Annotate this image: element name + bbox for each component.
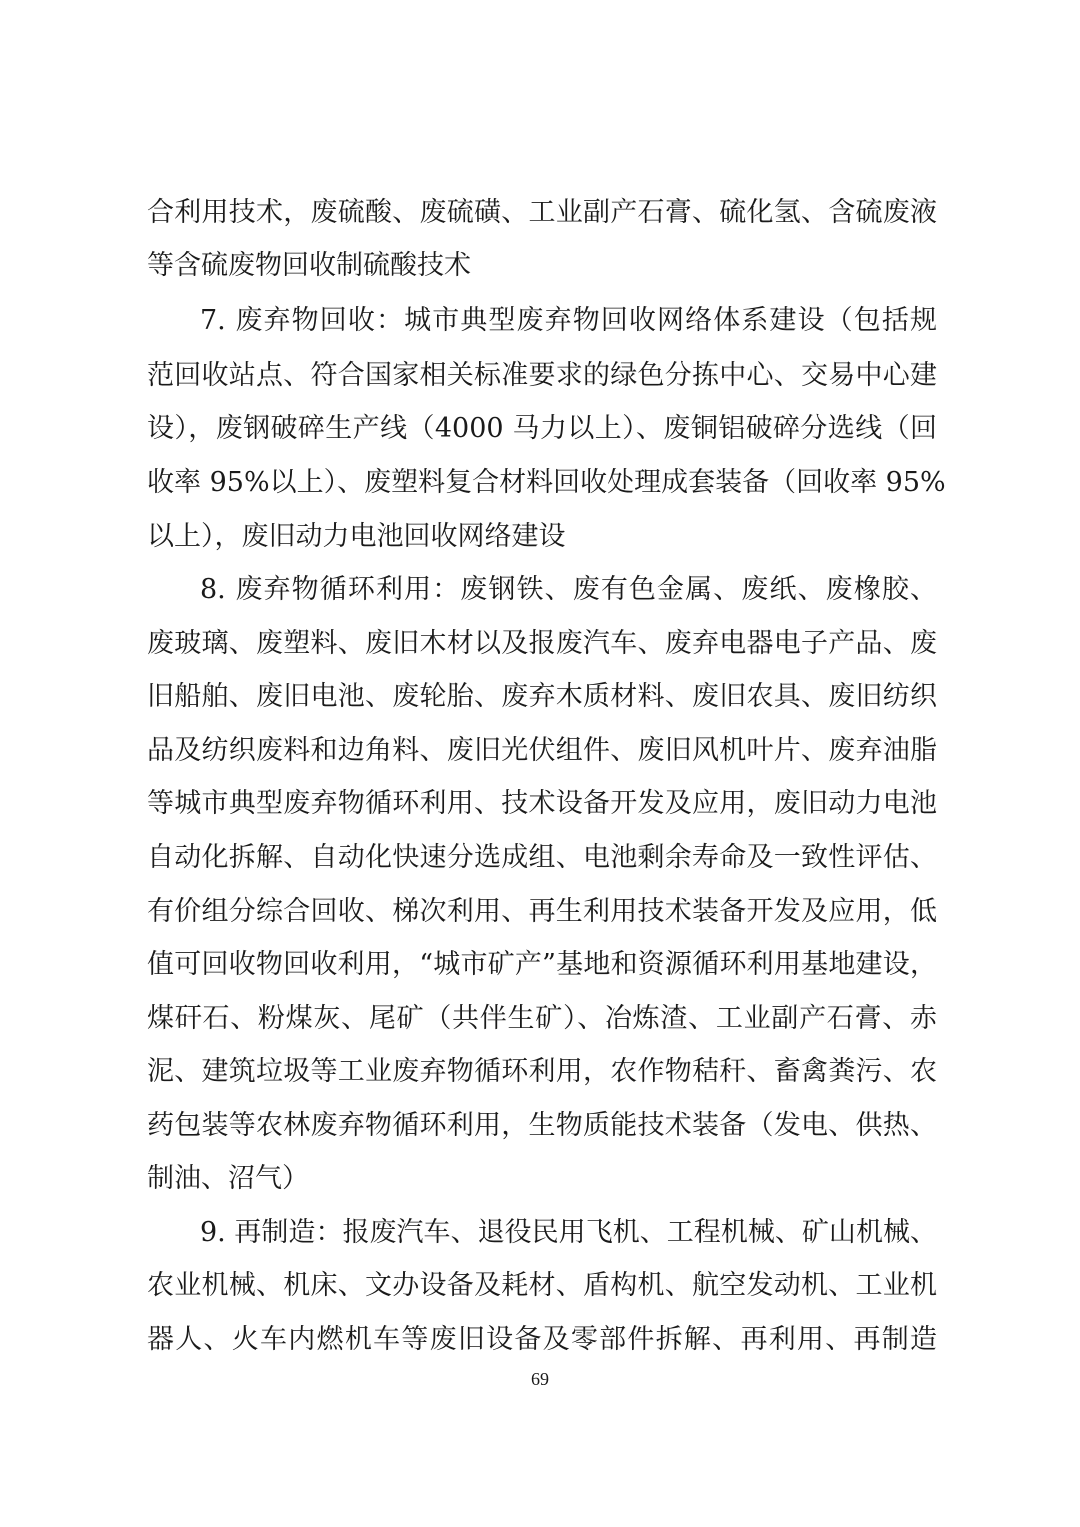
text-line: 值可回收物回收利用，“城市矿产”基地和资源循环利用基地建设， — [147, 949, 937, 980]
text-line: 自动化拆解、自动化快速分选成组、电池剩余寿命及一致性评估、 — [147, 842, 937, 873]
item-8-heading-line: 8. 废弃物循环利用：废钢铁、废有色金属、废纸、废橡胶、 — [200, 574, 937, 605]
item-7-heading-line: 7. 废弃物回收：城市典型废弃物回收网络体系建设（包括规 — [200, 305, 937, 336]
page-number: 69 — [531, 1369, 549, 1389]
text-line: 范回收站点、符合国家相关标准要求的绿色分拣中心、交易中心建 — [147, 360, 937, 391]
text-line: 泥、建筑垃圾等工业废弃物循环利用，农作物秸秆、畜禽粪污、农 — [147, 1056, 937, 1087]
text-line: 制油、沼气） — [147, 1163, 309, 1194]
text-line: 药包装等农林废弃物循环利用，生物质能技术装备（发电、供热、 — [147, 1110, 937, 1141]
text-line: 品及纺织废料和边角料、废旧光伏组件、废旧风机叶片、废弃油脂 — [147, 735, 937, 766]
text-line: 以上），废旧动力电池回收网络建设 — [147, 521, 566, 552]
text-line: 有价组分综合回收、梯次利用、再生利用技术装备开发及应用，低 — [147, 896, 937, 927]
text-line: 等含硫废物回收制硫酸技术 — [147, 250, 471, 281]
item-9-heading-line: 9. 再制造：报废汽车、退役民用飞机、工程机械、矿山机械、 — [200, 1217, 937, 1248]
text-line: 农业机械、机床、文办设备及耗材、盾构机、航空发动机、工业机 — [147, 1270, 937, 1301]
text-line: 旧船舶、废旧电池、废轮胎、废弃木质材料、废旧农具、废旧纺织 — [147, 681, 937, 712]
text-line: 废玻璃、废塑料、废旧木材以及报废汽车、废弃电器电子产品、废 — [147, 628, 937, 659]
text-line: 器人、火车内燃机车等废旧设备及零部件拆解、再利用、再制造 — [147, 1324, 937, 1355]
text-line: 煤矸石、粉煤灰、尾矿（共伴生矿）、冶炼渣、工业副产石膏、赤 — [147, 1003, 937, 1034]
text-line: 等城市典型废弃物循环利用、技术设备开发及应用，废旧动力电池 — [147, 788, 937, 819]
text-line: 合利用技术，废硫酸、废硫磺、工业副产石膏、硫化氢、含硫废液 — [147, 197, 937, 228]
text-line: 收率 95%以上）、废塑料复合材料回收处理成套装备（回收率 95% — [147, 467, 946, 498]
text-line: 设），废钢破碎生产线（4000 马力以上）、废铜铝破碎分选线（回 — [147, 413, 937, 444]
